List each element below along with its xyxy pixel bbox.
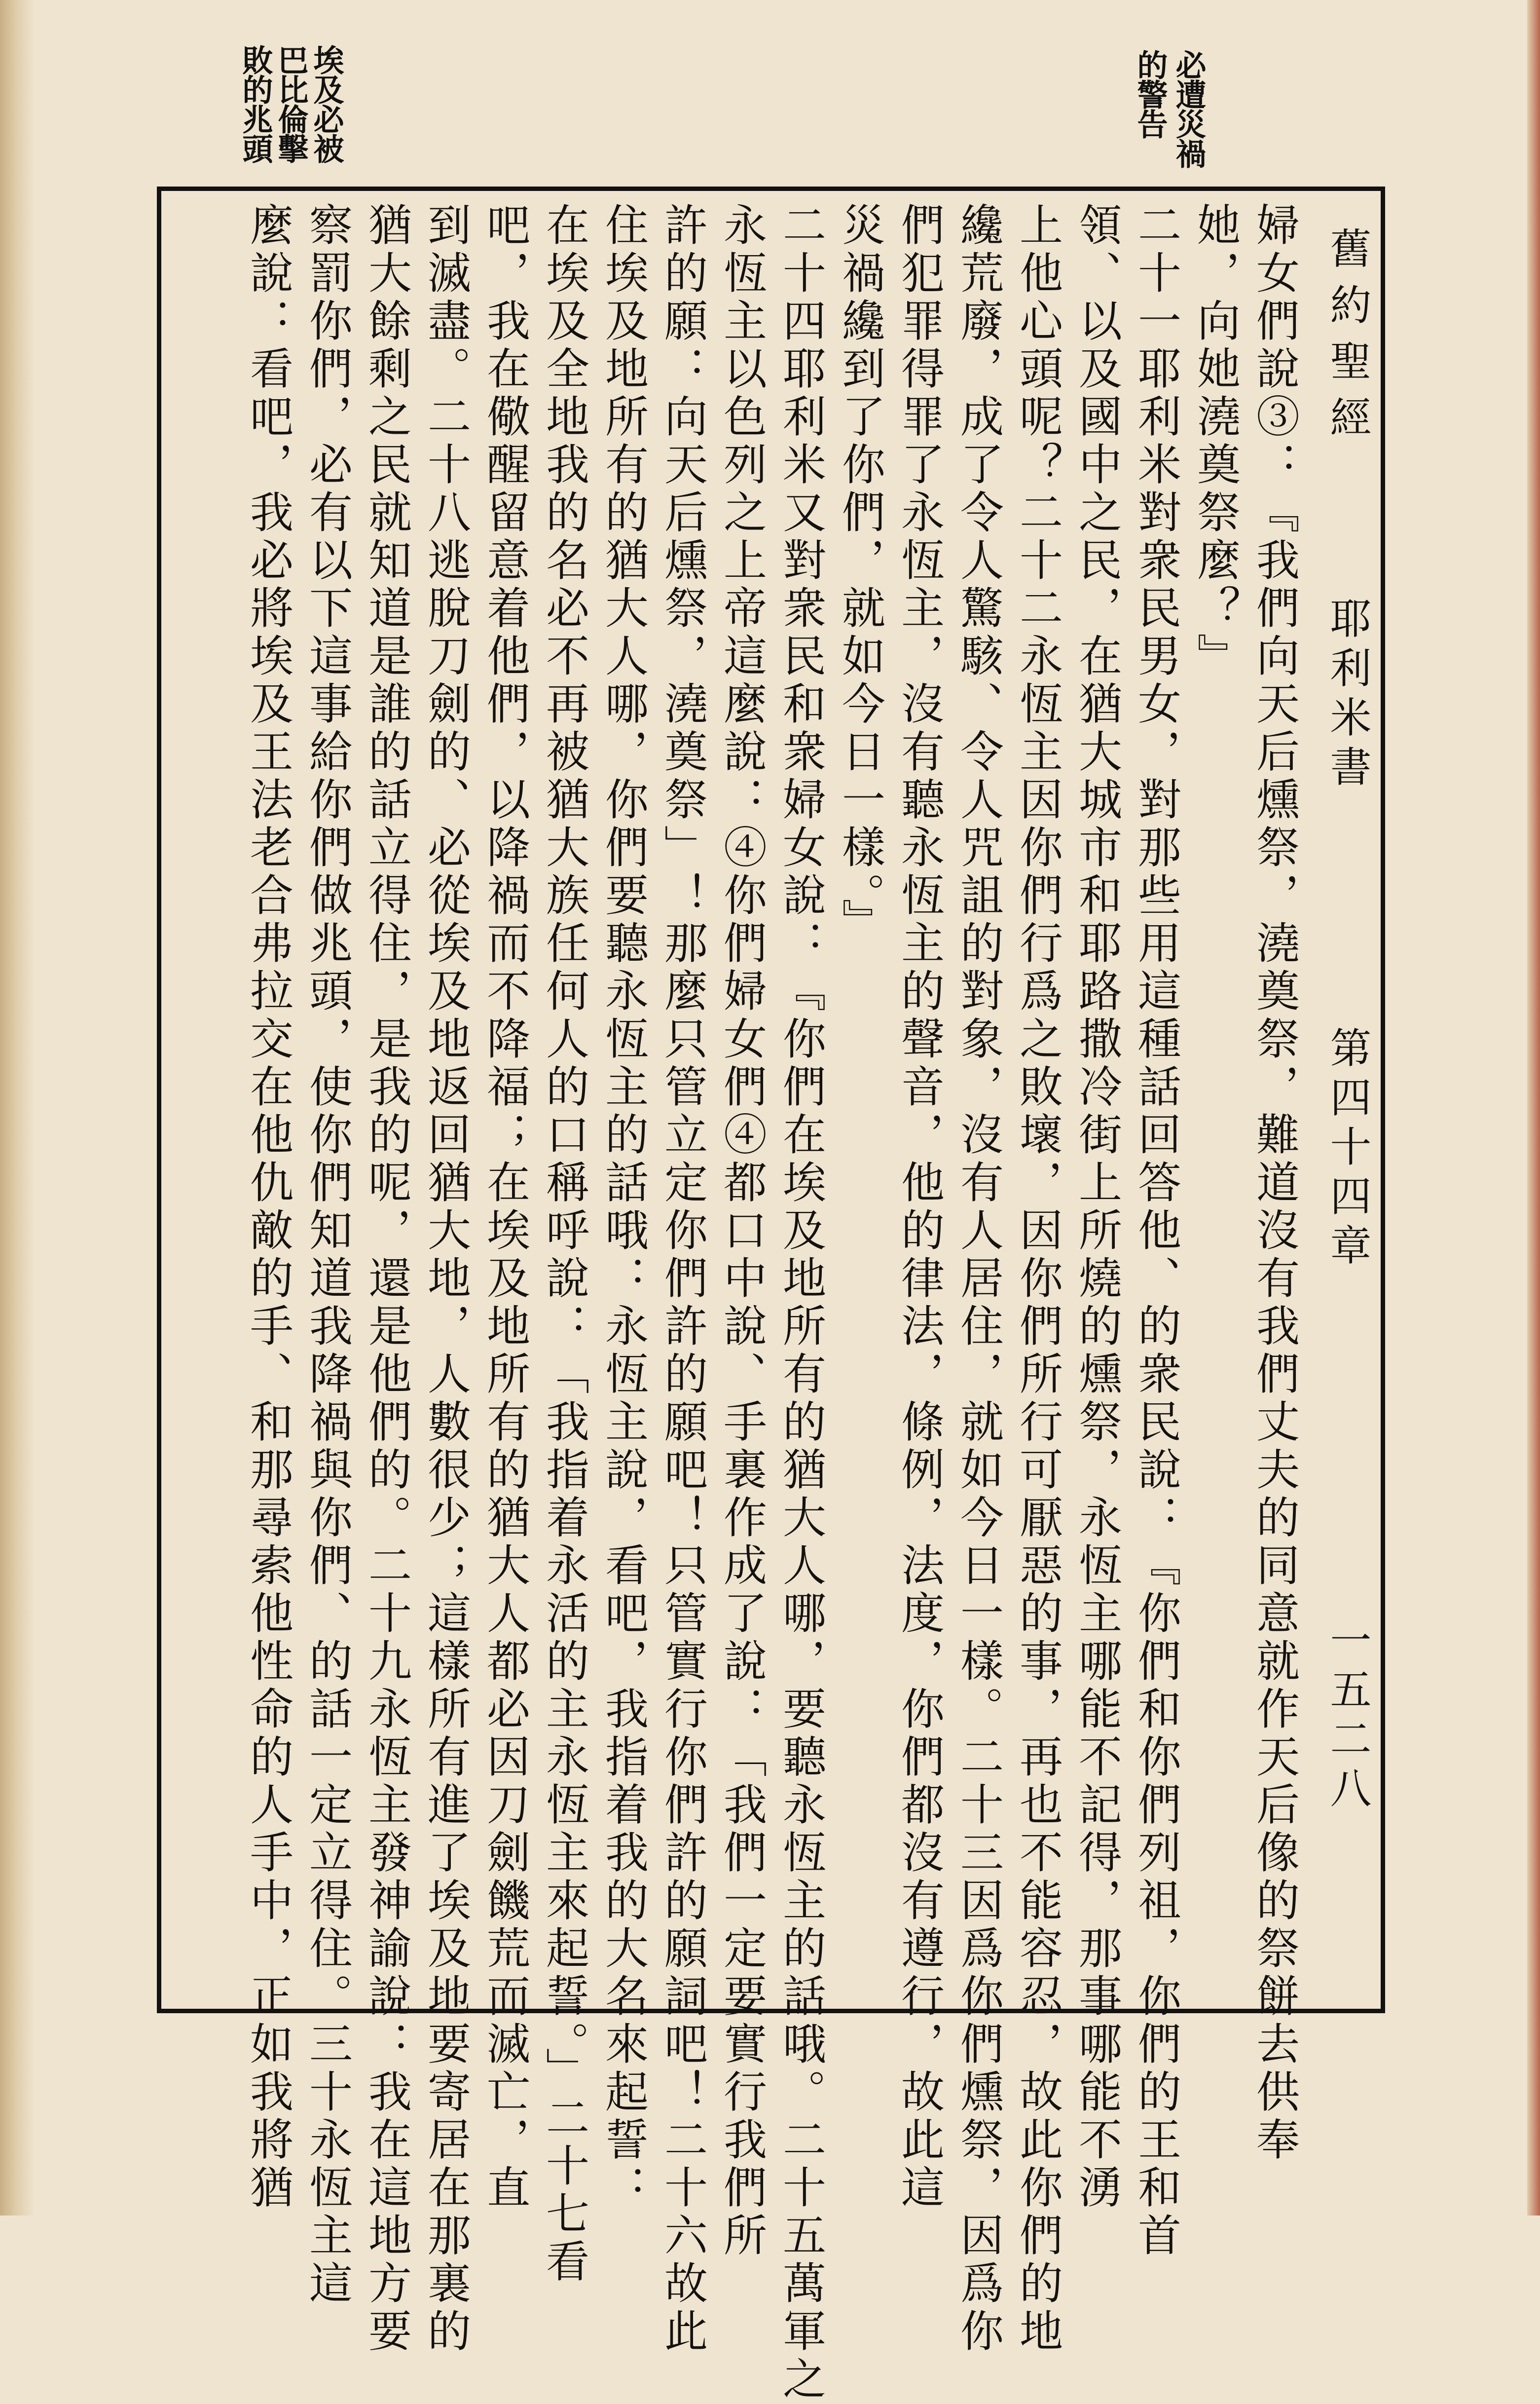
text-column: 上他心頭呢？二十二永恆主因你們行爲之敗壞，因你們所行可厭惡的事，再也不能容忍，故此你們的地 — [1013, 202, 1063, 2356]
text-column: 災禍纔到了你們，就如今日一樣。』 — [835, 202, 886, 946]
text-column: 纔荒廢，成了令人驚駭、令人咒詛的對象，沒有人居住，就如今日一樣。二十三因爲你們燻祭，因爲你 — [953, 202, 1004, 2356]
side-note-left-col-3: 敗的兆頭 — [237, 44, 273, 163]
book-spine-shadow — [0, 0, 35, 2216]
side-note-left-col-2: 巴比倫擊 — [273, 44, 309, 163]
book-title: 舊約聖經 — [1323, 227, 1372, 452]
text-column: 二十一耶利米對衆民男女，對那些用這種話回答他、的衆民說：『你們和你們列祖，你們的王和首 — [1131, 202, 1182, 2260]
text-column: 猶大餘剩之民就知道是誰的話立得住，是我的呢，還是他們的。二十九永恆主發神諭說：我在這地方要 — [362, 202, 412, 2356]
text-column: 住埃及地所有的猶大人哪，你們要聽永恆主的話哦：永恆主說，看吧，我指着我的大名來起誓： — [598, 202, 649, 2213]
page-number: 一五二八 — [1323, 1618, 1372, 1816]
text-column: 永恆主以色列之上帝這麼說：④你們婦女們④都口中說、手裏作成了說：「我們一定要實行我們所 — [717, 202, 768, 2260]
text-column: 察罰你們，必有以下這事給你們做兆頭，使你們知道我降禍與你們、的話一定立得住。三十永恆主這 — [302, 202, 353, 2308]
text-column: 吧，我在儆醒留意着他們，以降禍而不降福；在埃及地所有的猶大人都必因刀劍饑荒而滅亡，直 — [480, 202, 531, 2213]
side-note-right-col-1: 必遭災禍 — [1171, 49, 1207, 168]
text-column: 在埃及全地我的名必不再被猶大族任何人的口稱呼說：「我指着永活的主永恆主來起誓。」二十七看 — [539, 202, 590, 2287]
chapter-book: 耶利米書 — [1323, 597, 1372, 794]
side-note-left-col-1: 埃及必被 — [308, 44, 344, 163]
side-note-right-col-2: 的警告 — [1132, 49, 1168, 138]
text-column: 們犯罪得罪了永恆主，沒有聽永恆主的聲音，他的律法，條例，法度，你們都沒有遵行，故此這 — [894, 202, 945, 2213]
text-column: 到滅盡。二十八逃脫刀劍的、必從埃及地返回猶大地，人數很少；這樣所有進了埃及地要寄居在那裏的 — [421, 202, 472, 2356]
text-column: 麼說：看吧，我必將埃及王法老合弗拉交在他仇敵的手、和那尋索他性命的人手中，正如我將猶 — [243, 202, 294, 2213]
text-column: 二十四耶利米又對衆民和衆婦女說：『你們在埃及地所有的猶大人哪，要聽永恆主的話哦。二十五萬軍之 — [776, 202, 827, 2404]
chapter-heading: 第四十四章 — [1323, 1026, 1372, 1273]
text-column: 婦女們說③：『我們向天后燻祭，澆奠祭，難道沒有我們丈夫的同意就作天后像的祭餅去供奉 — [1249, 202, 1300, 2165]
text-column: 領、以及國中之民，在猶大城市和耶路撒冷街上所燒的燻祭，永恆主哪能不記得，那事哪能不湧 — [1072, 202, 1123, 2213]
text-column: 許的願：向天后燻祭，澆奠祭」！那麼只管立定你們許的願吧！只管實行你們許的願詞吧！二十六故此 — [658, 202, 708, 2356]
page-edge — [1527, 0, 1540, 2216]
text-column: 她，向她澆奠祭麼？』 — [1190, 202, 1241, 681]
